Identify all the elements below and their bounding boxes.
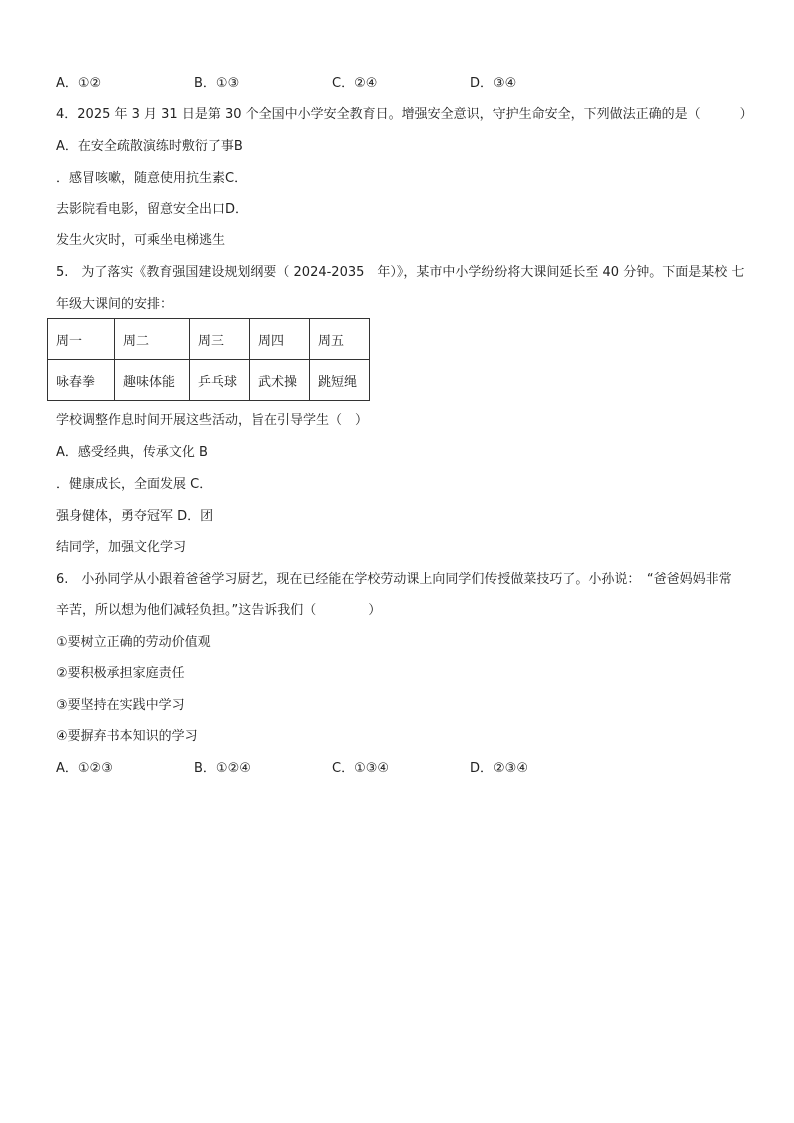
table-cell: 跳短绳 <box>310 360 370 401</box>
table-cell: 咏春拳 <box>48 360 115 401</box>
q5-line: ．健康成长，全面发展 C． <box>56 477 213 492</box>
q6-stem-line1: 6. 小孙同学从小跟着爸爸学习厨艺，现在已经能在学校劳动课上向同学们传授做菜技巧了。小孙说： “爸爸妈妈非常 <box>56 572 732 587</box>
q3-option-d: D．③④ <box>470 76 517 91</box>
q4-line: 发生火灾时，可乘坐电梯逃生 <box>56 233 226 248</box>
q3-option-c: C．②④ <box>332 76 378 91</box>
q6-option-a: A．①②③ <box>56 761 113 776</box>
table-cell: 趣味体能 <box>115 360 190 401</box>
q6-statement: ③要坚持在实践中学习 <box>56 698 185 713</box>
q3-option-b: B．①③ <box>194 76 240 91</box>
table-cell: 武术操 <box>250 360 310 401</box>
q4-line: A．在安全疏散演练时敷衍了事B <box>56 139 243 154</box>
q6-option-d: D．②③④ <box>470 761 528 776</box>
q5-line: 结同学，加强文化学习 <box>56 540 187 555</box>
table-header-row <box>48 319 370 360</box>
table-header-cell: 周二 <box>115 319 190 360</box>
q5-stem-line2: 年级大课间的安排： <box>56 297 174 312</box>
table-header-cell: 周三 <box>190 319 250 360</box>
q4-line: ．感冒咳嗽，随意使用抗生素C． <box>56 171 248 186</box>
table-header-cell: 周四 <box>250 319 310 360</box>
table-header-cell: 周五 <box>310 319 370 360</box>
table-cell: 乒乓球 <box>190 360 250 401</box>
table-header-cell: 周一 <box>48 319 115 360</box>
q6-option-c: C．①③④ <box>332 761 390 776</box>
q5-line: 强身健体，勇夺冠军 D．团 <box>56 509 214 524</box>
schedule-table <box>47 318 370 401</box>
q6-option-b: B．①②④ <box>194 761 251 776</box>
q6-stem-line2: 辛苦，所以想为他们减轻负担。”这告诉我们（ ） <box>56 603 382 618</box>
q6-statement: ①要树立正确的劳动价值观 <box>56 635 211 650</box>
q5-stem-line1: 5. 为了落实《教育强国建设规划纲要（ 2024-2035 年）》，某市中小学纷纷将大课间延长至 40 分钟。下面是某校 七 <box>56 265 745 280</box>
q5-line: A．感受经典，传承文化 B <box>56 445 208 460</box>
q3-option-a: A．①② <box>56 76 102 91</box>
q4-line: 去影院看电影，留意安全出口D． <box>56 202 249 217</box>
q4-stem: 4．2025 年 3 月 31 日是第 30 个全国中小学安全教育日。增强安全意识，守护生命安全，下列做法正确的是（ ） <box>56 107 753 122</box>
q5-question: 学校调整作息时间开展这些活动，旨在引导学生（ ） <box>56 413 369 428</box>
q6-statement: ④要摒弃书本知识的学习 <box>56 729 198 744</box>
table-row <box>48 360 370 401</box>
q6-statement: ②要积极承担家庭责任 <box>56 666 185 681</box>
